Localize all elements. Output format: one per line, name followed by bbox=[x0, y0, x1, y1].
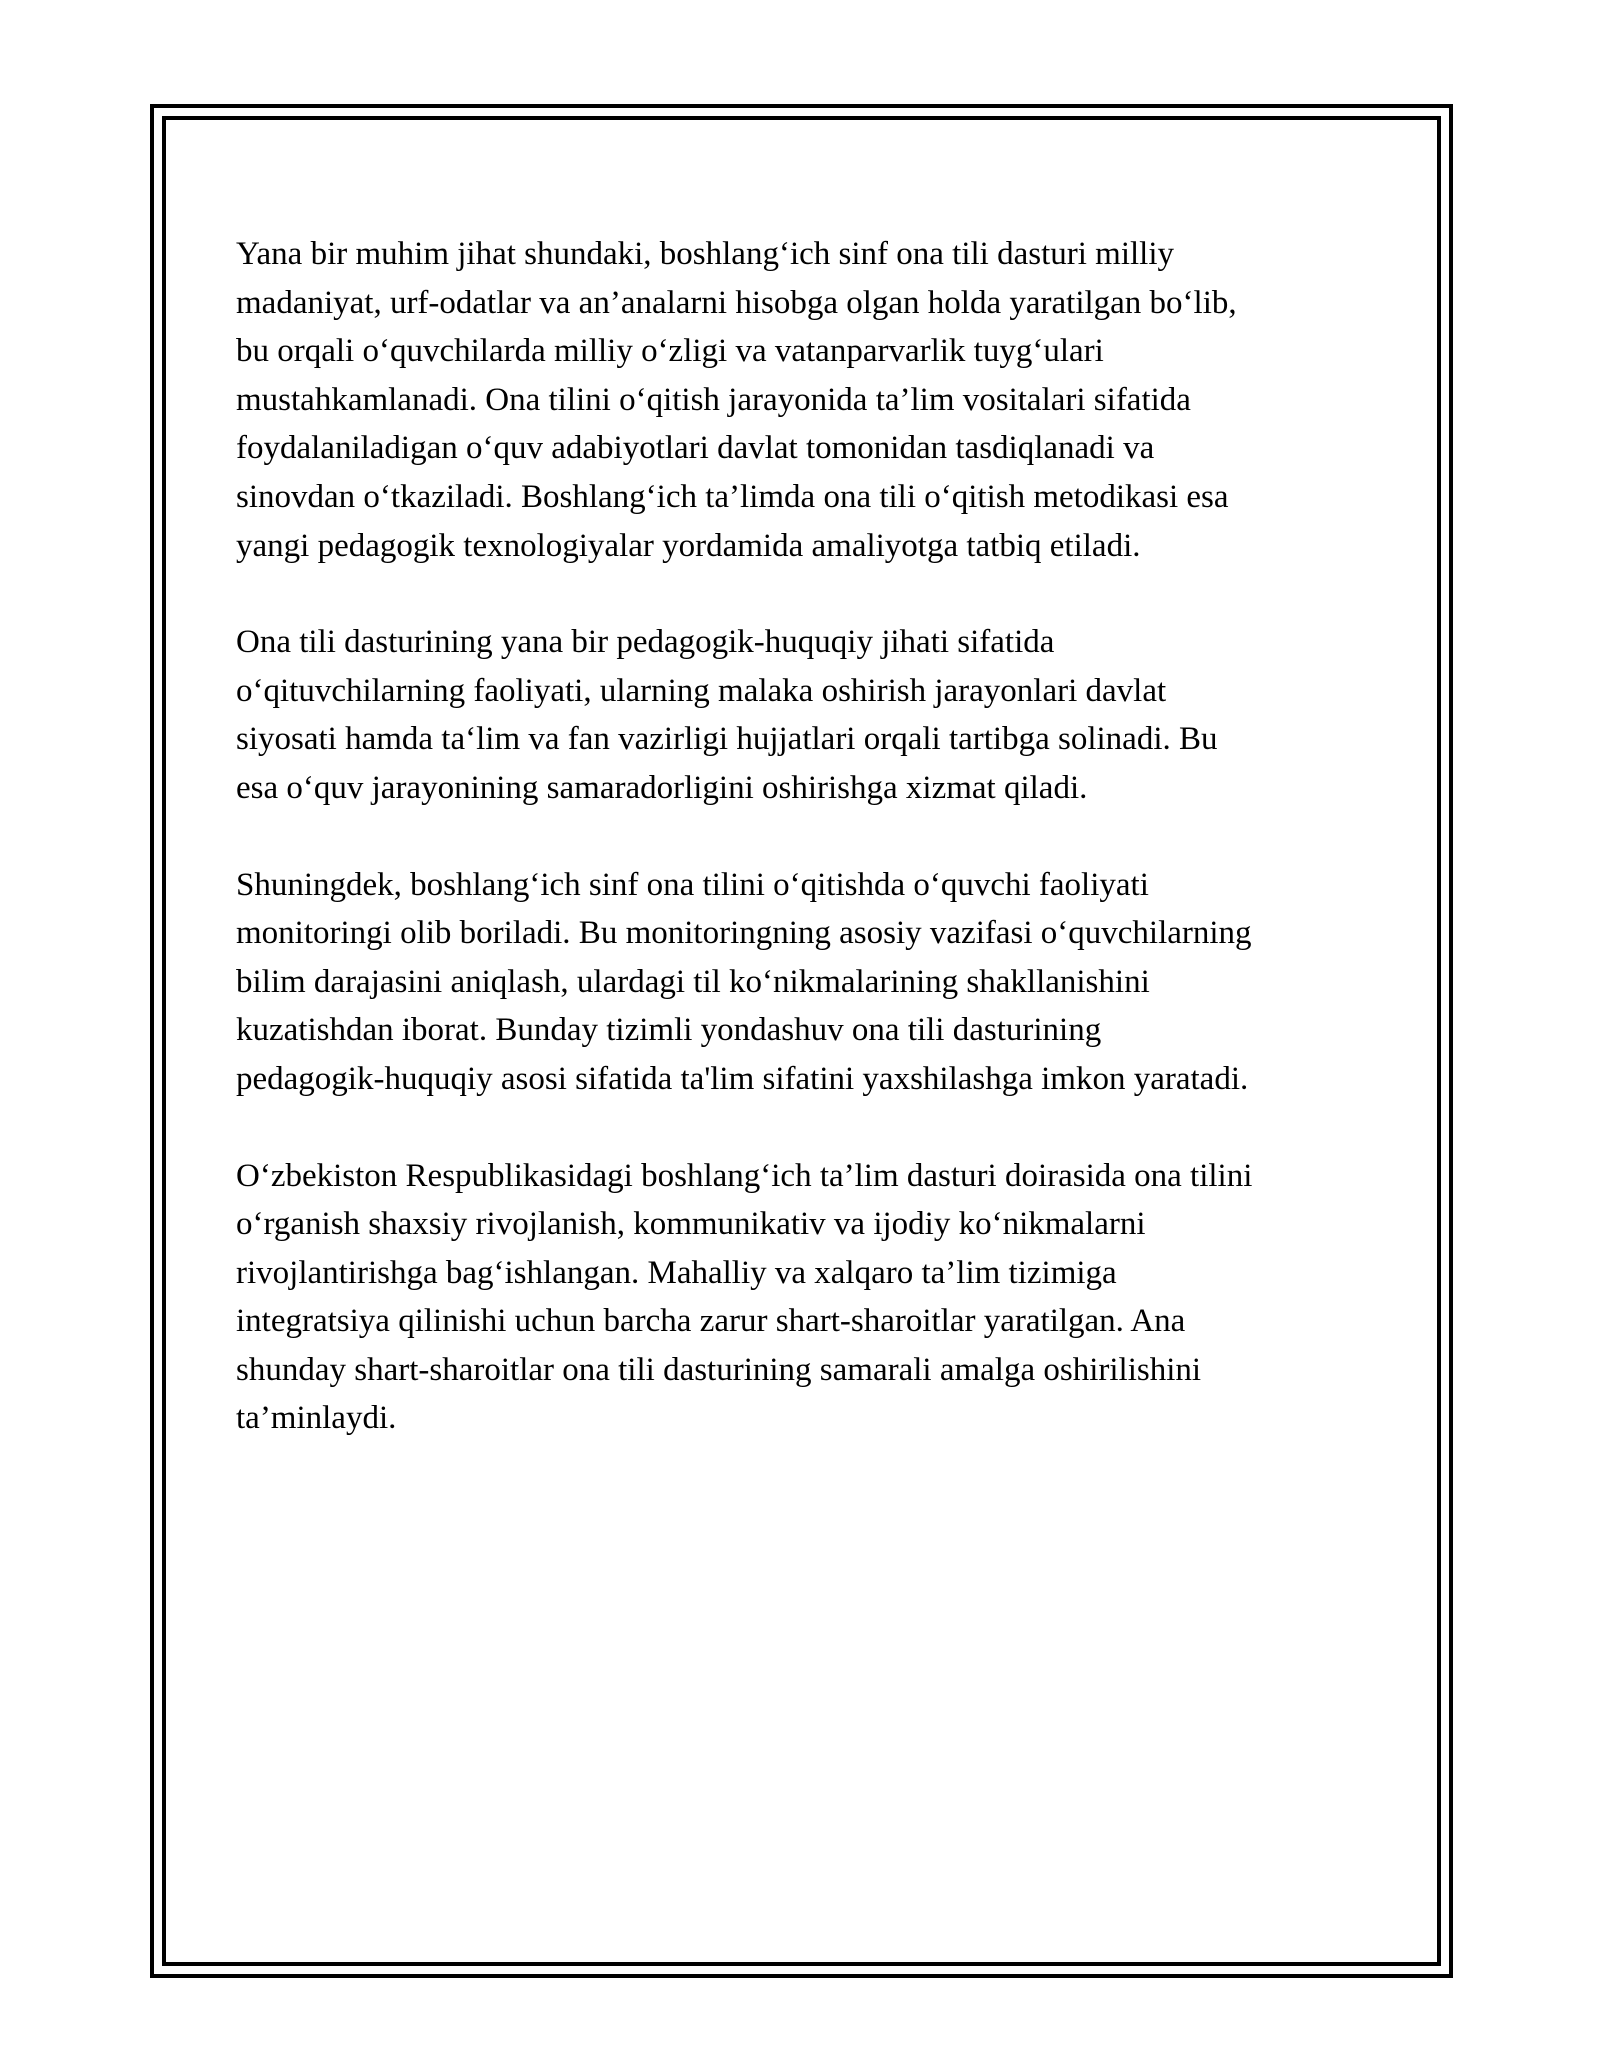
text-line: madaniyat, urf-odatlar va an’analarni hisobga olgan holda yaratilgan bo‘lib, bbox=[236, 284, 1237, 321]
text-line: o‘rganish shaxsiy rivojlanish, kommunikativ va ijodiy ko‘nikmalarni bbox=[236, 1206, 1146, 1243]
text-line: O‘zbekiston Respublikasidagi boshlang‘ich ta’lim dasturi doirasida ona tilini bbox=[236, 1157, 1253, 1194]
document-body bbox=[236, 230, 1376, 1491]
paragraph-3 bbox=[236, 861, 1376, 1104]
text-line: yangi pedagogik texnologiyalar yordamida amaliyotga tatbiq etiladi. bbox=[236, 527, 1141, 564]
text-line: ta’minlaydi. bbox=[236, 1400, 397, 1437]
text-line: Ona tili dasturining yana bir pedagogik-huquqiy jihati sifatida bbox=[236, 624, 1055, 661]
text-line: monitoringi olib boriladi. Bu monitoringning asosiy vazifasi o‘quvchilarning bbox=[236, 915, 1252, 952]
text-line: bu orqali o‘quvchilarda milliy o‘zligi va vatanparvarlik tuyg‘ulari bbox=[236, 333, 1104, 370]
text-line: pedagogik-huquqiy asosi sifatida ta'lim sifatini yaxshilashga imkon yaratadi. bbox=[236, 1060, 1249, 1097]
text-line: siyosati hamda ta‘lim va fan vazirligi hujjatlari orqali tartibga solinadi. Bu bbox=[236, 721, 1218, 758]
paragraph-4 bbox=[236, 1152, 1376, 1444]
text-line: Shuningdek, boshlang‘ich sinf ona tilini o‘qitishda o‘quvchi faoliyati bbox=[236, 866, 1149, 903]
text-line: mustahkamlanadi. Ona tilini o‘qitish jarayonida ta’lim vositalari sifatida bbox=[236, 381, 1191, 418]
text-line: o‘qituvchilarning faoliyati, ularning malaka oshirish jarayonlari davlat bbox=[236, 672, 1167, 709]
paragraph-2 bbox=[236, 618, 1376, 812]
text-line: rivojlantirishga bag‘ishlangan. Mahalliy va xalqaro ta’lim tizimiga bbox=[236, 1254, 1117, 1291]
text-line: shunday shart-sharoitlar ona tili dasturining samarali amalga oshirilishini bbox=[236, 1351, 1202, 1388]
paragraph-1 bbox=[236, 230, 1376, 570]
text-line: integratsiya qilinishi uchun barcha zarur shart-sharoitlar yaratilgan. Ana bbox=[236, 1303, 1186, 1340]
text-line: kuzatishdan iborat. Bunday tizimli yondashuv ona tili dasturining bbox=[236, 1012, 1102, 1049]
text-line: bilim darajasini aniqlash, ulardagi til ko‘nikmalarining shakllanishini bbox=[236, 963, 1150, 1000]
text-line: foydalaniladigan o‘quv adabiyotlari davlat tomonidan tasdiqlanadi va bbox=[236, 430, 1155, 467]
text-line: Yana bir muhim jihat shundaki, boshlang‘ich sinf ona tili dasturi milliy bbox=[236, 236, 1174, 272]
text-line: esa o‘quv jarayonining samaradorligini oshirishga xizmat qiladi. bbox=[236, 769, 1088, 806]
text-line: sinovdan o‘tkaziladi. Boshlang‘ich ta’limda ona tili o‘qitish metodikasi esa bbox=[236, 478, 1229, 515]
